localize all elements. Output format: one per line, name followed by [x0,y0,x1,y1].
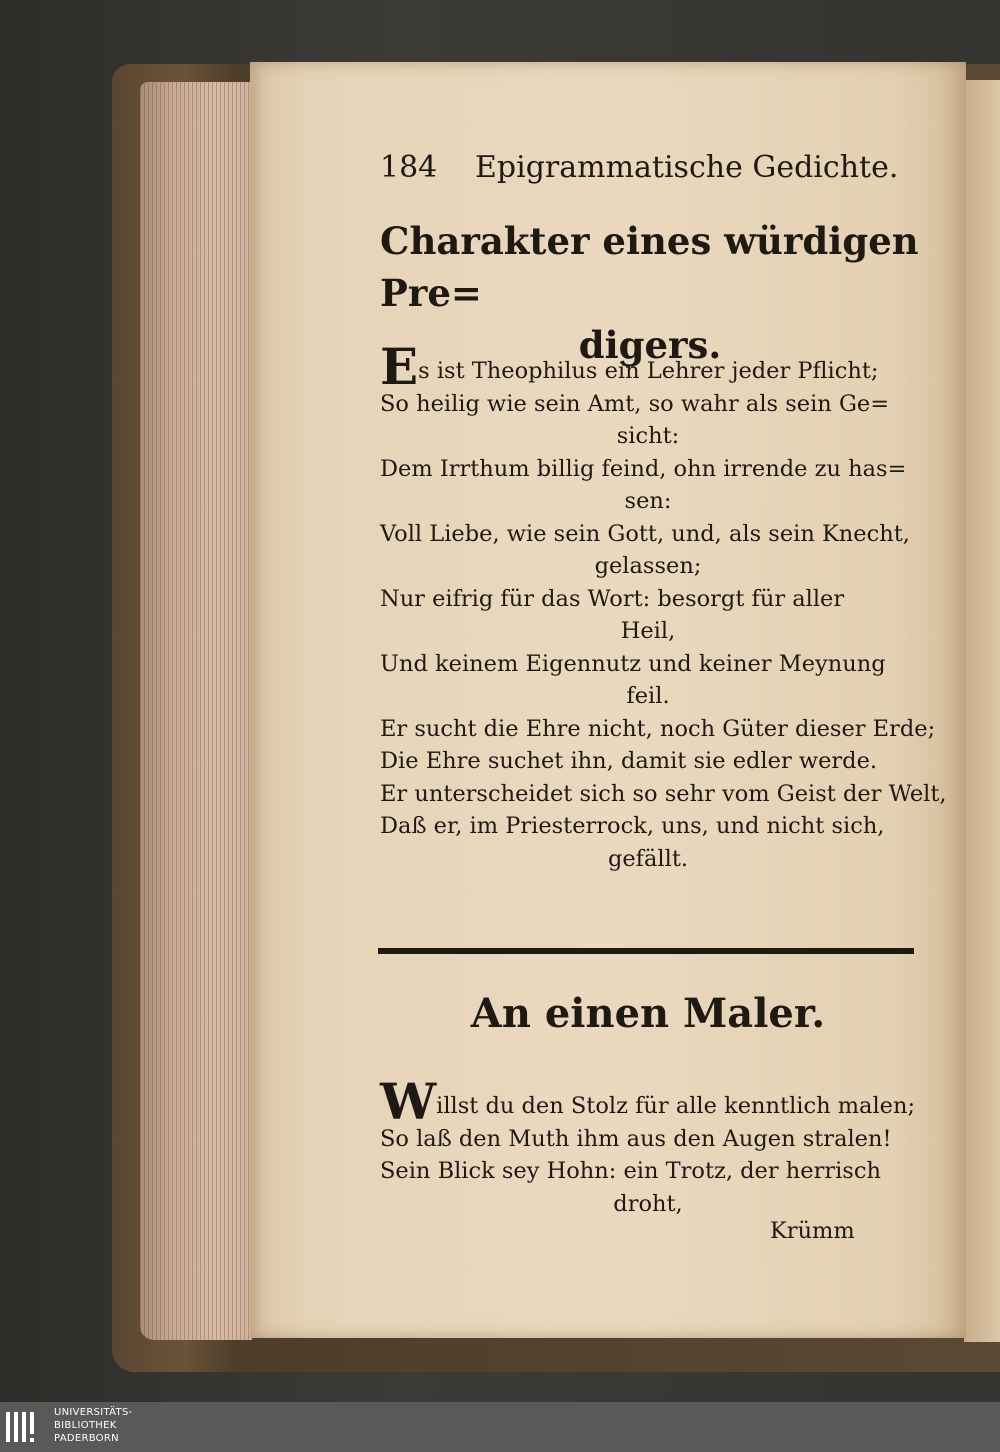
verse-text: Und keinem Eigennutz und keiner Meynung [380,650,886,677]
verse-text: So laß den Muth ihm aus den Augen stralen! [380,1125,892,1152]
library-name [54,1406,133,1445]
verse-continuation: Heil, [620,618,676,644]
library-name-line3: PADERBORN [54,1433,119,1444]
library-footer [0,1402,1000,1452]
verse-line [380,1072,916,1131]
verse-line [380,388,916,421]
verse-text: So heilig wie sein Amt, so wahr als sein Ge= [380,390,890,417]
library-name-line2: BIBLIOTHEK [54,1420,117,1431]
section-divider [378,948,914,954]
drop-capital: W [380,1072,437,1131]
verse-line [380,1155,916,1188]
poem2-body [380,1072,916,1220]
verse-text: illst du den Stolz für alle kenntlich malen; [436,1093,916,1119]
poem1-title-line1: Charakter eines würdigen Pre= [380,219,919,315]
verse-text: Voll Liebe, wie sein Gott, und, als sein Knecht, [380,520,910,547]
verse-line [380,1123,916,1156]
verse-line [380,518,916,551]
library-logo-icon [4,1408,44,1448]
verse-continuation: droht, [613,1190,683,1217]
verse-text: Nur eifrig für das Wort: besorgt für aller [380,585,845,612]
running-title: Epigrammatische Gedichte. [475,150,899,185]
verse-continuation: feil. [626,683,670,709]
verse-text: Dem Irrthum billig feind, ohn irrende zu has= [380,455,907,482]
verse-line [380,778,947,811]
verse-continuation: sicht: [616,423,680,449]
running-head [380,150,899,185]
verse-text: Er unterscheidet sich so sehr vom Geist der Welt, [380,780,947,807]
poem1-title [380,215,920,371]
page-edges [140,82,252,1340]
verse-continuation: gefällt. [607,845,689,872]
verse-line [380,745,916,778]
drop-capital: E [380,337,419,396]
verse-continuation: gelassen; [594,553,702,579]
verse-line [380,453,916,486]
catchword: Krümm [770,1218,855,1244]
verse-text: Daß er, im Priesterrock, uns, und nicht sich, [380,813,885,839]
verse-text: s ist Theophilus ein Lehrer jeder Pflicht; [418,358,879,384]
verse-line [380,648,916,681]
verse-line [380,583,916,616]
library-name-line1: UNIVERSITÄTS- [54,1407,133,1418]
page-number: 184 [380,150,438,185]
verse-line [380,810,916,843]
verse-text: Er sucht die Ehre nicht, noch Güter dieser Erde; [380,715,936,742]
poem2-title: An einen Maler. [470,990,826,1037]
poem1-title-line2: digers. [578,323,722,367]
facing-page-edge [964,80,1000,1342]
verse-text: Die Ehre suchet ihn, damit sie edler werde. [380,748,878,774]
verse-line [380,713,936,746]
verse-continuation: sen: [624,488,672,514]
verse-text: Sein Blick sey Hohn: ein Trotz, der herrisch [380,1158,881,1184]
